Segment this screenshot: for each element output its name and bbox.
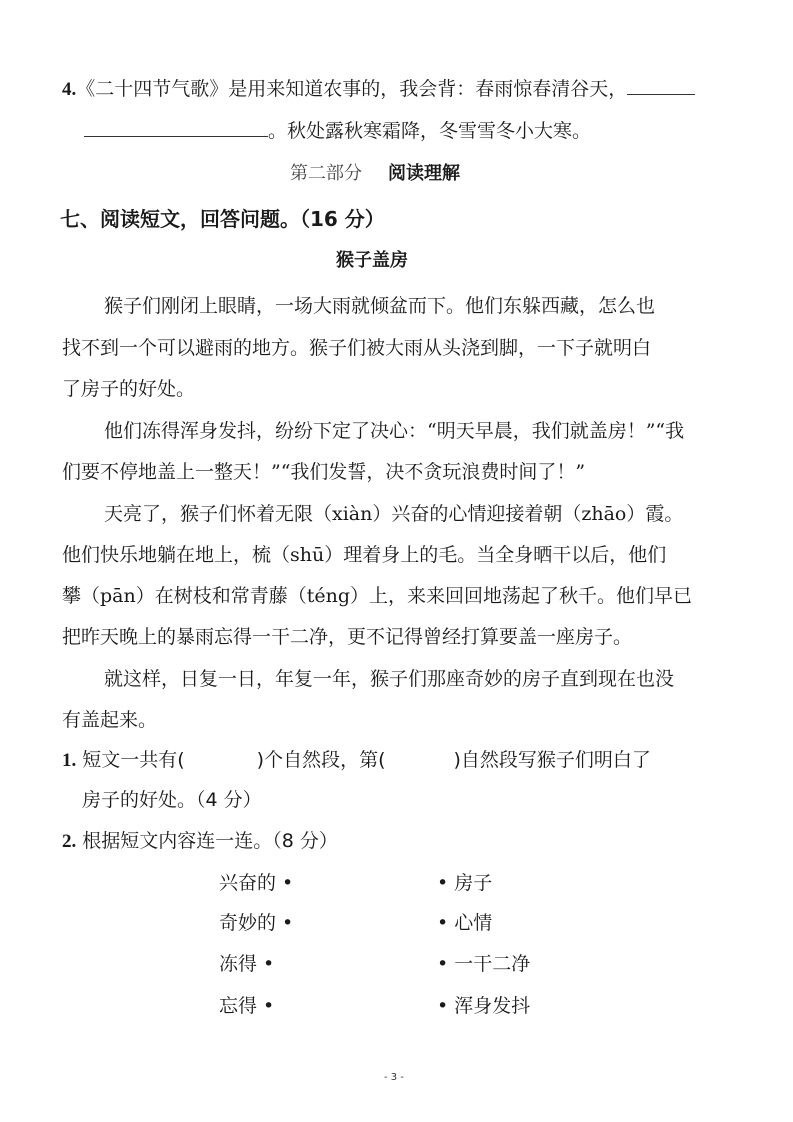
match-left-item[interactable]: 忘得 • bbox=[219, 995, 275, 1017]
question-2-text: 根据短文内容连一连。（8 分） bbox=[82, 830, 338, 852]
match-left-item[interactable]: 冻得 • bbox=[219, 953, 275, 975]
question-1-line-1 bbox=[62, 745, 651, 772]
match-right-item[interactable]: • 一干二净 bbox=[437, 953, 531, 975]
passage-line: 把昨天晚上的暴雨忘得一干二净，更不记得曾经打算要盖一座房子。 bbox=[62, 626, 633, 648]
answer-blank[interactable] bbox=[84, 136, 268, 137]
page-number: - 3 - bbox=[384, 1072, 404, 1083]
question-1-number: 1. bbox=[62, 750, 77, 771]
section-name: 阅读理解 bbox=[388, 163, 460, 184]
question-4-text: 《二十四节气歌》是用来知道农事的，我会背：春雨惊春清谷天， bbox=[76, 78, 628, 100]
match-right-item[interactable]: • 浑身发抖 bbox=[437, 995, 531, 1017]
question-2-number: 2. bbox=[62, 831, 77, 852]
question-2-line bbox=[62, 826, 338, 853]
passage-line: 有盖起来。 bbox=[62, 709, 158, 731]
match-right-item[interactable]: • 心情 bbox=[437, 912, 493, 934]
question-4-text-2: 。秋处露秋寒霜降，冬雪雪冬小大寒。 bbox=[268, 120, 592, 142]
passage-line: 就这样，日复一日，年复一年，猴子们那座奇妙的房子直到现在也没 bbox=[104, 668, 675, 690]
passage-line: 们要不停地盖上一整天！”“我们发誓，决不贪玩浪费时间了！” bbox=[62, 461, 586, 483]
answer-blank[interactable] bbox=[627, 94, 695, 95]
question-1-part-b: )个自然段，第( bbox=[256, 749, 386, 771]
passage-line: 找不到一个可以避雨的地方。猴子们被大雨从头浇到脚，一下子就明白 bbox=[62, 337, 652, 359]
match-right-item[interactable]: • 房子 bbox=[437, 872, 493, 894]
question-7-heading: 七、阅读短文，回答问题。（16 分） bbox=[60, 207, 385, 231]
section-heading bbox=[290, 159, 460, 185]
question-4-number: 4. bbox=[62, 79, 77, 100]
passage-line: 猴子们刚闭上眼睛，一场大雨就倾盆而下。他们东躲西藏，怎么也 bbox=[104, 295, 656, 317]
question-4-line-2 bbox=[84, 116, 591, 143]
question-1-line-2: 房子的好处。（4 分） bbox=[82, 789, 262, 811]
passage-line: 了房子的好处。 bbox=[62, 378, 196, 400]
passage-line: 他们快乐地躺在地上，梳（shū）理着身上的毛。当全身晒干以后，他们 bbox=[62, 544, 667, 566]
passage-line: 天亮了，猴子们怀着无限（xiàn）兴奋的心情迎接着朝（zhāo）霞。 bbox=[104, 503, 684, 525]
question-4-line-1 bbox=[62, 74, 695, 101]
passage-line: 他们冻得浑身发抖，纷纷下定了决心：“明天早晨，我们就盖房！”“我 bbox=[104, 420, 685, 442]
passage-title: 猴子盖房 bbox=[336, 250, 408, 271]
section-part-label: 第二部分 bbox=[290, 163, 362, 184]
match-left-item[interactable]: 兴奋的 • bbox=[219, 872, 294, 894]
match-left-item[interactable]: 奇妙的 • bbox=[219, 912, 294, 934]
question-1-part-a: 短文一共有( bbox=[82, 749, 185, 771]
passage-line: 攀（pān）在树枝和常青藤（téng）上，来来回回地荡起了秋千。他们早已 bbox=[62, 585, 693, 607]
question-1-part-c: )自然段写猴子们明白了 bbox=[453, 749, 651, 771]
